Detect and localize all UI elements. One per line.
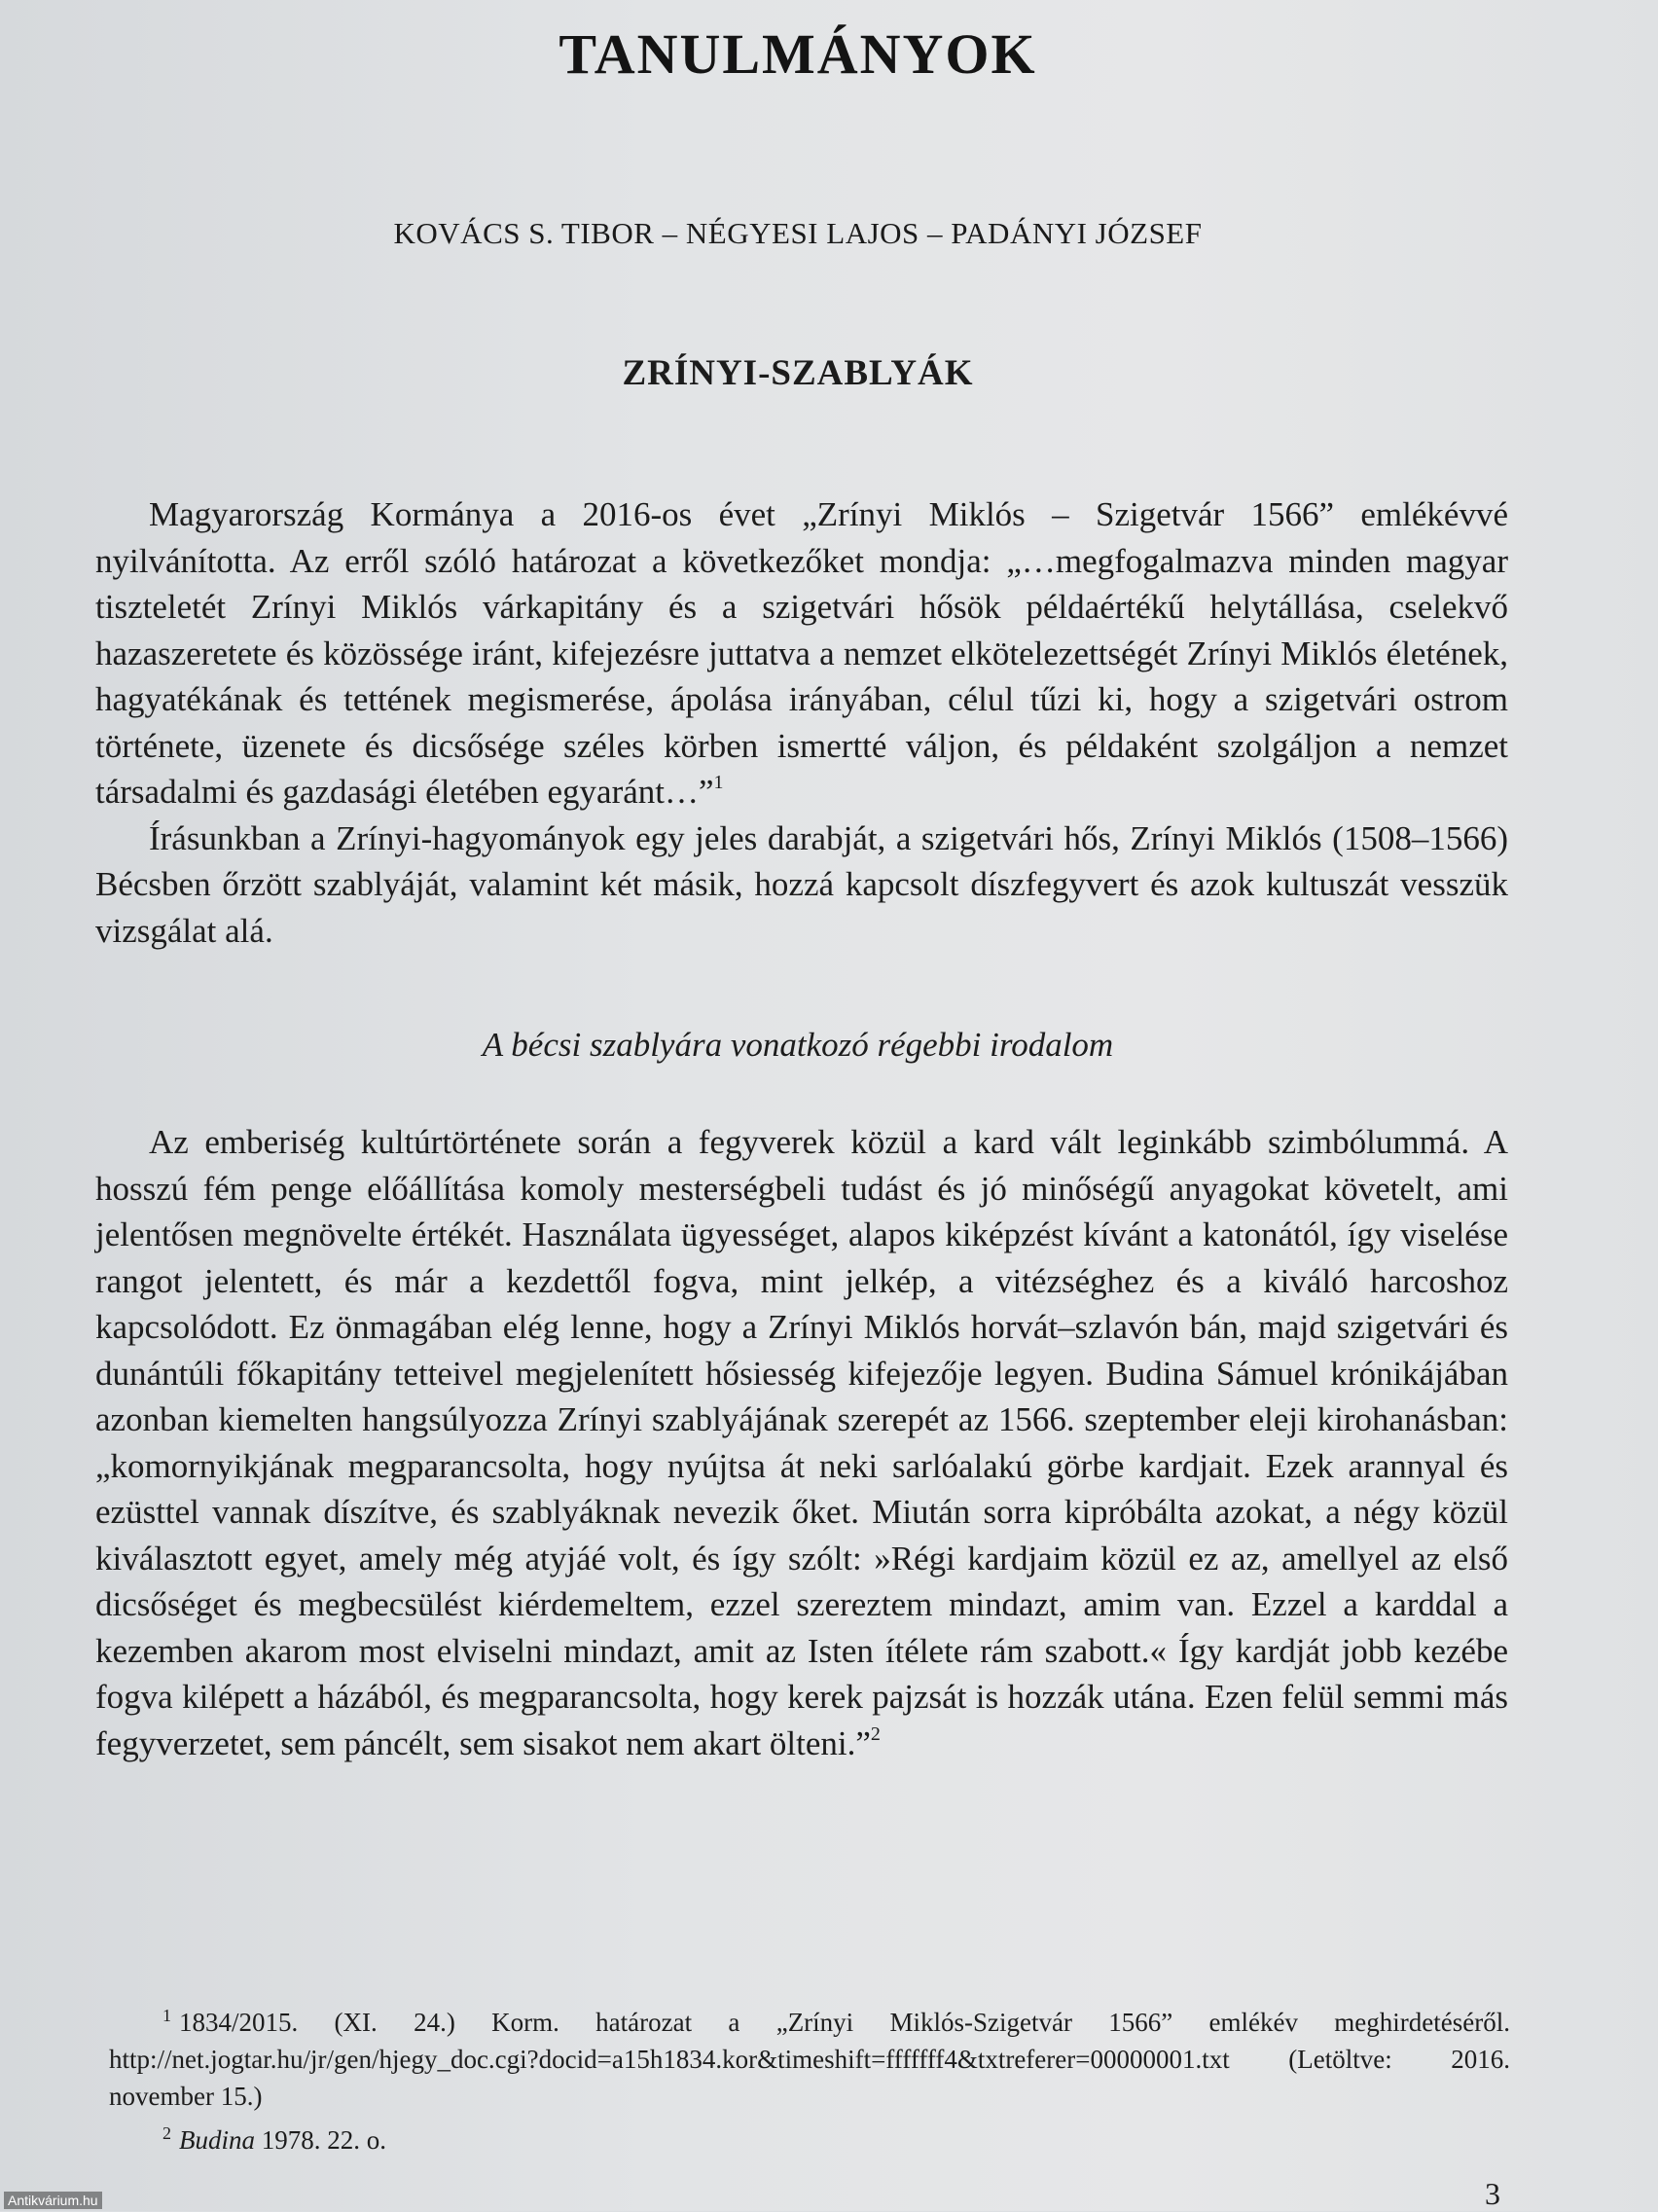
paragraph-2: Írásunkban a Zrínyi-hagyományok egy jeles darabját, a szigetvári hős, Zrínyi Miklós (1508–1566) Bécsben őrzött szablyáját, valamint két másik, hozzá kapcsolt díszfegyvert és azok kultuszát vesszük vizsgálat alá. <box>95 818 1508 950</box>
main-paragraphs <box>95 1119 1508 1766</box>
footnote-1-text: 1834/2015. (XI. 24.) Korm. határozat a „Zrínyi Miklós-Szigetvár 1566” emlékév meghirdetéséről. http://net.jogtar.hu/jr/gen/hjegy_doc.cgi?docid=a15h1834.kor&timeshift=fffffff4&txtreferer=00000001.txt (Letöltve: 2016. november 15.) <box>109 2008 1510 2111</box>
watermark-logo: Antikvárium.hu <box>4 2192 102 2209</box>
footnote-ref-1: 1 <box>713 772 724 794</box>
section-heading: A bécsi szablyára vonatkozó régebbi irodalom <box>482 1026 1114 1064</box>
footnote-2-text: 1978. 22. o. <box>255 2125 386 2155</box>
footnote-2-author: Budina <box>179 2125 255 2155</box>
footnote-2 <box>109 2115 1510 2158</box>
page-number: 3 <box>1485 2176 1500 2211</box>
paragraph-1 <box>95 491 1508 816</box>
footnote-1-number: 1 <box>162 2006 171 2025</box>
footnotes <box>109 1997 1510 2158</box>
authors-line: KOVÁCS S. TIBOR – NÉGYESI LAJOS – PADÁNYI JÓZSEF <box>393 216 1203 250</box>
footnote-ref-2: 2 <box>870 1722 881 1745</box>
intro-paragraphs <box>95 491 1508 954</box>
paragraph-3 <box>95 1119 1508 1766</box>
section-title: TANULMÁNYOK <box>559 22 1037 86</box>
footnote-1 <box>109 1997 1510 2115</box>
article-title: ZRÍNYI-SZABLYÁK <box>622 353 974 393</box>
paragraph-3-text: Az emberiség kultúrtörténete során a fegyverek közül a kard vált leginkább szimbólummá. A hosszú fém penge előállítása komoly mesterségbeli tudást és jó minőségű anyagokat követelt, ami jelentősen megnövelte értékét. Használata ügyességet, alapos kiképzést kívánt a katonától, így viselése rangot jelentett, és már a kezdettől fogva, mint jelkép, a vitézséghez és a kiváló harcoshoz kapcsolódott. Ez önmagában elég lenne, hogy a Zrínyi Miklós horvát–szlavón bán, majd szigetvári és dunántúli főkapitány tetteivel megjelenített hősiesség kifejezője legyen. Budina Sámuel krónikájában azonban kiemelten hangsúlyozza Zrínyi szablyájának szerepét az 1566. szeptember eleji kirohanásban: „komornyikjának megparancsolta, hogy nyújtsa át neki sarlóalakú görbe kardjait. Ezek arannyal és ezüsttel vannak díszítve, és szablyáknak nevezik őket. Miután sorra kipróbálta azokat, a négy közül kiválasztott egyet, amely még atyjáé volt, és így szólt: »Régi kardjaim közül ez az, amellyel az első dicsőséget és megbecsülést kiérdemeltem, ezzel szereztem mindazt, amim van. Ezzel a karddal a kezemben akarom most elviselni mindazt, amit az Isten ítélete rám szabott.« Így kardját jobb kezébe fogva kilépett a házából, és megparancsolta, hogy kerek pajzsát is hozzák utána. Ezen felül semmi más fegyverzetet, sem páncélt, sem sisakot nem akart ölteni.” <box>95 1123 1508 1762</box>
footnote-2-number: 2 <box>162 2123 171 2143</box>
paragraph-1-text: Magyarország Kormánya a 2016-os évet „Zrínyi Miklós – Szigetvár 1566” emlékévvé nyilvánította. Az erről szóló határozat a következőket mondja: „…megfogalmazva minden magyar tiszteletét Zrínyi Miklós várkapitány és a szigetvári hősök példaértékű helytállása, cselekvő hazaszeretete és közössége iránt, kifejezésre juttatva a nemzet elkötelezettségét Zrínyi Miklós életének, hagyatékának és tettének megismerése, ápolása irányában, célul tűzi ki, hogy a szigetvári ostrom története, üzenete és dicsősége széles körben ismertté váljon, és példaként szolgáljon a nemzet társadalmi és gazdasági életében egyaránt…” <box>95 495 1508 811</box>
